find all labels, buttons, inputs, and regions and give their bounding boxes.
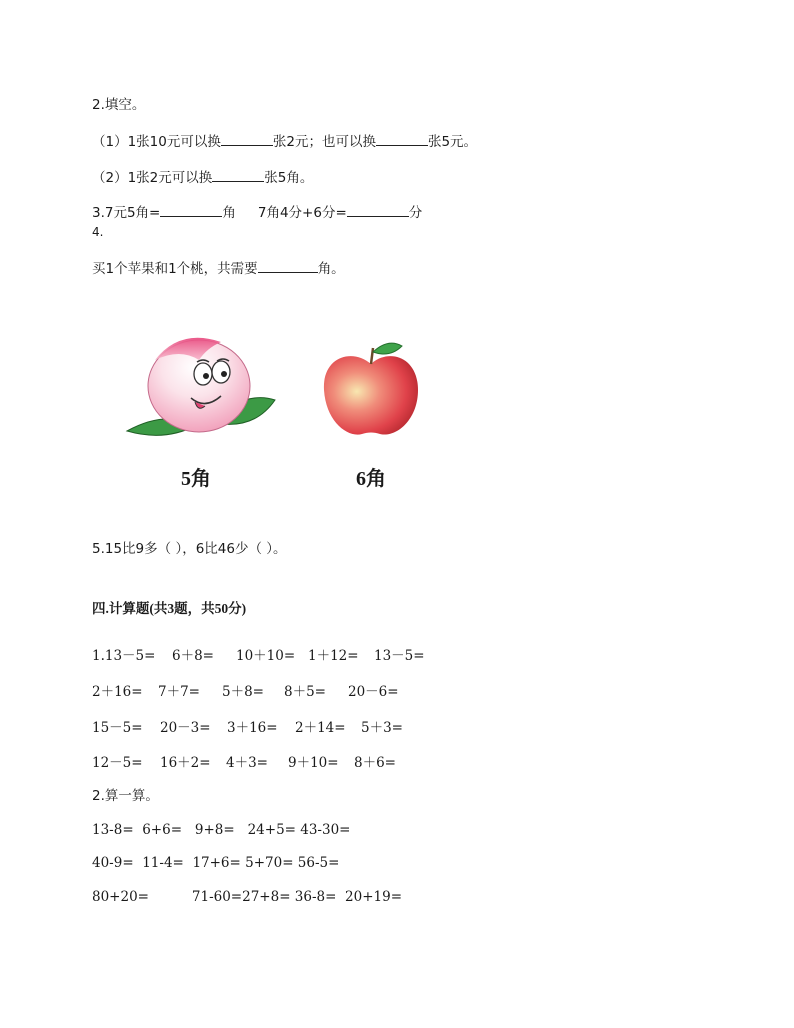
calc-item: 16＋2= bbox=[160, 755, 211, 771]
q4-line bbox=[92, 258, 345, 278]
q2-p1-text-c: 张5元。 bbox=[427, 134, 478, 150]
calc-item: 15－5= bbox=[92, 720, 143, 736]
q2-title: 2.填空。 bbox=[92, 97, 146, 113]
calc2-title: 2.算一算。 bbox=[92, 788, 159, 804]
calc-item: 6＋8= bbox=[172, 648, 214, 664]
calc-item: 10＋10= bbox=[236, 648, 296, 664]
calc1-row3 bbox=[92, 716, 403, 736]
calc1-row2 bbox=[92, 680, 399, 700]
calc-item: 8＋5= bbox=[284, 684, 326, 700]
q4-text-b: 角。 bbox=[317, 261, 345, 277]
apple-icon bbox=[318, 338, 424, 440]
q2-p1-text-a: （1）1张10元可以换 bbox=[92, 134, 221, 150]
calc-item: 1＋12= bbox=[308, 648, 359, 664]
calc-item: 2＋14= bbox=[295, 720, 346, 736]
calc-item: 20－3= bbox=[160, 720, 211, 736]
blank[interactable] bbox=[221, 131, 273, 146]
q3-text-b: 角 bbox=[222, 205, 236, 221]
q2-p1-text-b: 张2元；也可以换 bbox=[272, 134, 376, 150]
calc1-row1 bbox=[92, 644, 425, 664]
calc-item: 2＋16= bbox=[92, 684, 143, 700]
calc-item: 13－5= bbox=[374, 648, 425, 664]
calc-item: 4＋3= bbox=[226, 755, 268, 771]
calc2-row1: 13-8= 6+6= 9+8= 24+5= 43-30= bbox=[92, 822, 351, 838]
q4-number: 4. bbox=[92, 225, 104, 239]
peach-icon bbox=[125, 330, 277, 445]
calc-item: 1.13－5= bbox=[92, 648, 156, 664]
calc-item: 5＋3= bbox=[361, 720, 403, 736]
q3-line bbox=[92, 202, 422, 222]
calc2-row2: 40-9= 11-4= 17+6= 5+70= 56-5= bbox=[92, 855, 340, 871]
blank[interactable] bbox=[376, 131, 428, 146]
q3-text-a: 3.7元5角= bbox=[92, 205, 161, 221]
blank[interactable] bbox=[160, 202, 222, 217]
calc-item: 9＋10= bbox=[288, 755, 339, 771]
q2-part1 bbox=[92, 131, 477, 151]
calc2-row3: 80+20= 71-60=27+8= 36-8= 20+19= bbox=[92, 889, 403, 905]
calc1-row4 bbox=[92, 751, 396, 771]
q4-text-a: 买1个苹果和1个桃，共需要 bbox=[92, 261, 258, 277]
section4-title: 四.计算题(共3题，共50分) bbox=[92, 601, 247, 616]
q2-part2 bbox=[92, 167, 313, 187]
blank[interactable] bbox=[258, 258, 318, 273]
q2-p2-text-b: 张5角。 bbox=[264, 170, 314, 186]
blank[interactable] bbox=[212, 167, 264, 182]
blank[interactable] bbox=[347, 202, 409, 217]
calc-item: 3＋16= bbox=[227, 720, 278, 736]
apple-price: 6角 bbox=[356, 468, 386, 490]
q3-text-c: 7角4分+6分= bbox=[257, 205, 347, 221]
calc-item: 12－5= bbox=[92, 755, 143, 771]
q2-p2-text-a: （2）1张2元可以换 bbox=[92, 170, 213, 186]
calc-item: 20－6= bbox=[348, 684, 399, 700]
calc-item: 8＋6= bbox=[354, 755, 396, 771]
calc-item: 5＋8= bbox=[222, 684, 264, 700]
q3-text-d: 分 bbox=[408, 205, 423, 221]
peach-price: 5角 bbox=[181, 468, 211, 490]
q5-line: 5.15比9多（ ），6比46少（ ）。 bbox=[92, 541, 287, 557]
calc-item: 7＋7= bbox=[158, 684, 200, 700]
